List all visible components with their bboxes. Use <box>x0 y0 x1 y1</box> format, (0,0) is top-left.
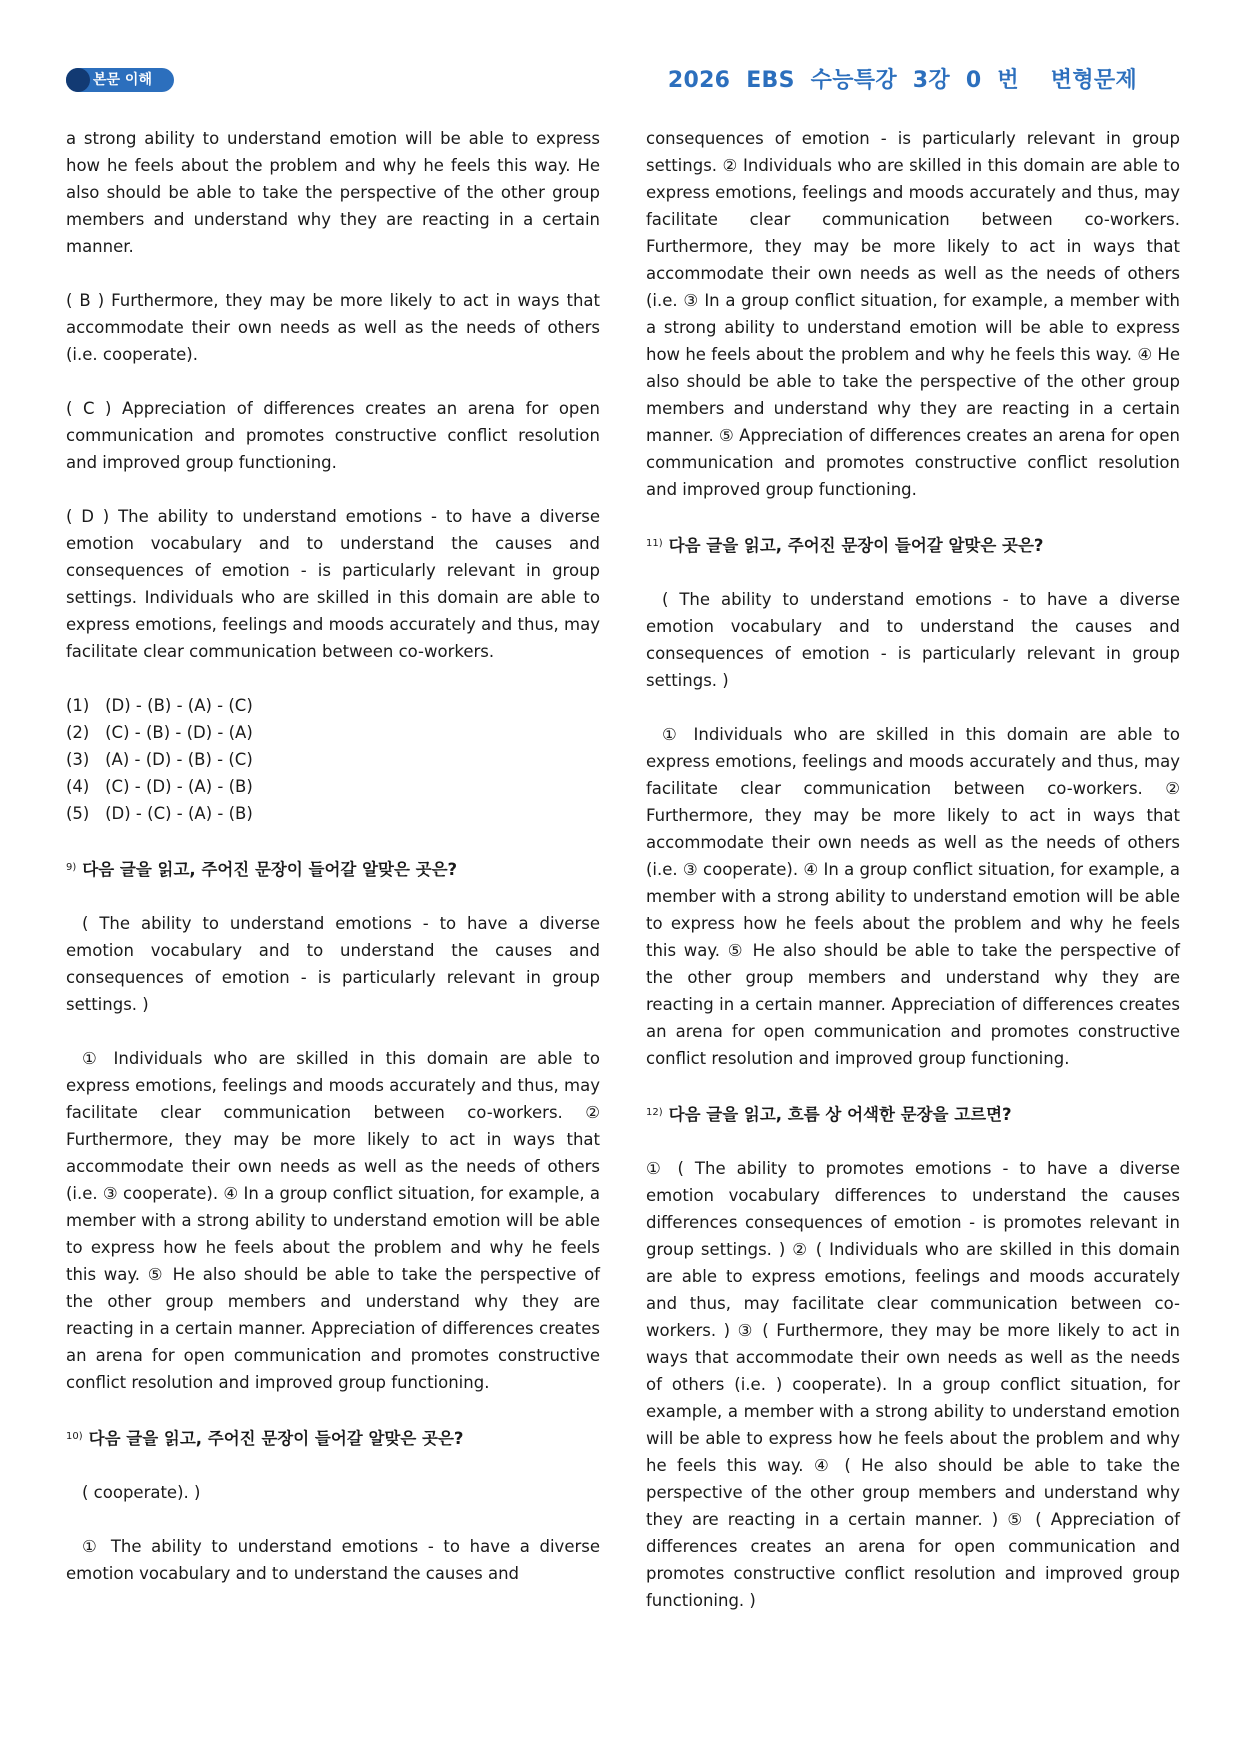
question-text: 다음 글을 읽고, 주어진 문장이 들어갈 알맞은 곳은? <box>668 536 1044 555</box>
passage-d: ( D ) The ability to understand emotions - to have a diverse emotion vocabulary and to understand the causes and consequences of emotion - is particularly relevant in group settings. Individuals who are skilled in this domain are able to express emotions, feelings and moods accurately and thus, may facilitate clear communication between co-workers. <box>66 507 600 661</box>
question-passage-head: ① The ability to understand emotions - to have a diverse emotion vocabulary and to understand the causes and <box>66 1537 600 1583</box>
question-passage-tail: consequences of emotion - is particularly relevant in group settings. ② Individuals who are skilled in this domain are able to express emotions, feelings and moods accurately and thus, may facilitate clear communication between co-workers. Furthermore, they may be more likely to act in ways that accommodate their own needs as well as the needs of others (i.e. ③ In a group conflict situation, for example, a member with a strong ability to understand emotion will be able to express how he feels about the problem and why he feels this way. ④ He also should be able to take the perspective of the other group members and understand why they are reacting in a certain manner. ⑤ Appreciation of differences creates an arena for open communication and promotes constructive conflict resolution and improved group functioning. <box>646 129 1180 499</box>
question-passage: ① Individuals who are skilled in this domain are able to express emotions, feelings and moods accurately and thus, may facilitate clear communication between co-workers. ② Furthermore, they may be more likely to act in ways that accommodate their own needs as well as the needs of others (i.e. ③ cooperate). ④ In a group conflict situation, for example, a member with a strong ability to understand emotion will be able to express how he feels about the problem and why he feels this way. ⑤ He also should be able to take the perspective of the other group members and understand why they are reacting in a certain manner. Appreciation of differences creates an arena for open communication and promotes constructive conflict resolution and improved group functioning. <box>66 1049 600 1392</box>
question-passage: ① Individuals who are skilled in this domain are able to express emotions, feelings and moods accurately and thus, may facilitate clear communication between co-workers. ② Furthermore, they may be more likely to act in ways that accommodate their own needs as well as the needs of others (i.e. ③ cooperate). ④ In a group conflict situation, for example, a member with a strong ability to understand emotion will be able to express how he feels about the problem and why he feels this way. ⑤ He also should be able to take the perspective of the other group members and understand why they are reacting in a certain manner. Appreciation of differences creates an arena for open communication and promotes constructive conflict resolution and improved group functioning. <box>646 725 1180 1068</box>
question-text: 다음 글을 읽고, 주어진 문장이 들어갈 알맞은 곳은? <box>88 1429 464 1448</box>
answer-option: (4) (C) - (D) - (A) - (B) <box>66 777 253 796</box>
question-9 <box>66 854 600 883</box>
question-text: 다음 글을 읽고, 주어진 문장이 들어갈 알맞은 곳은? <box>82 860 458 879</box>
answer-option: (2) (C) - (B) - (D) - (A) <box>66 723 253 742</box>
page-title: 2026 EBS 수능특강 3강 0 번 변형문제 <box>667 68 1137 93</box>
question-number: 9) <box>66 862 77 873</box>
given-sentence: ( The ability to understand emotions - to have a diverse emotion vocabulary and to understand the causes and consequences of emotion - is particularly relevant in group settings. ) <box>66 914 600 1014</box>
passage-b: ( B ) Furthermore, they may be more likely to act in ways that accommodate their own needs as well as the needs of others (i.e. cooperate). <box>66 291 600 364</box>
page-header <box>0 0 1240 110</box>
passage-a-tail: a strong ability to understand emotion will be able to express how he feels about the problem and why he feels this way. He also should be able to take the perspective of the other group members and understand why they are reacting in a certain manner. <box>66 129 600 256</box>
section-badge-label: 본문 이해 <box>93 72 152 88</box>
section-badge <box>66 68 174 92</box>
given-sentence: ( cooperate). ) <box>82 1483 201 1502</box>
answer-option: (3) (A) - (D) - (B) - (C) <box>66 750 253 769</box>
question-12 <box>646 1099 1180 1128</box>
answer-option: (5) (D) - (C) - (A) - (B) <box>66 804 253 823</box>
question-11 <box>646 530 1180 559</box>
question-number: 12) <box>646 1107 663 1118</box>
passage-c: ( C ) Appreciation of differences creates an arena for open communication and promotes constructive conflict resolution and improved group functioning. <box>66 399 600 472</box>
question-passage: ① ( The ability to promotes emotions - to have a diverse emotion vocabulary differences to understand the causes differences consequences of emotion - is promotes relevant in group settings. ) ② ( Individuals who are skilled in this domain are able to express emotions, feelings and moods accurately and thus, may facilitate clear communication between co-workers. ) ③ ( Furthermore, they may be more likely to act in ways that accommodate their own needs as well as the needs of others (i.e. ) cooperate). In a group conflict situation, for example, a member with a strong ability to understand emotion will be able to express how he feels about the problem and why he feels this way. ④ ( He also should be able to take the perspective of the other group members and understand why they are reacting in a certain manner. ) ⑤ ( Appreciation of differences creates an arena for open communication and promotes constructive conflict resolution and improved group functioning. ) <box>646 1159 1180 1610</box>
given-sentence: ( The ability to understand emotions - to have a diverse emotion vocabulary and to understand the causes and consequences of emotion - is particularly relevant in group settings. ) <box>646 590 1180 690</box>
question-number: 11) <box>646 538 663 549</box>
question-number: 10) <box>66 1431 83 1442</box>
answer-options <box>66 692 600 827</box>
answer-option: (1) (D) - (B) - (A) - (C) <box>66 696 253 715</box>
left-column <box>66 125 600 1614</box>
question-text: 다음 글을 읽고, 흐름 상 어색한 문장을 고르면? <box>668 1105 1012 1124</box>
badge-circle-icon <box>66 68 90 92</box>
right-column <box>646 125 1180 1641</box>
question-10 <box>66 1423 600 1452</box>
